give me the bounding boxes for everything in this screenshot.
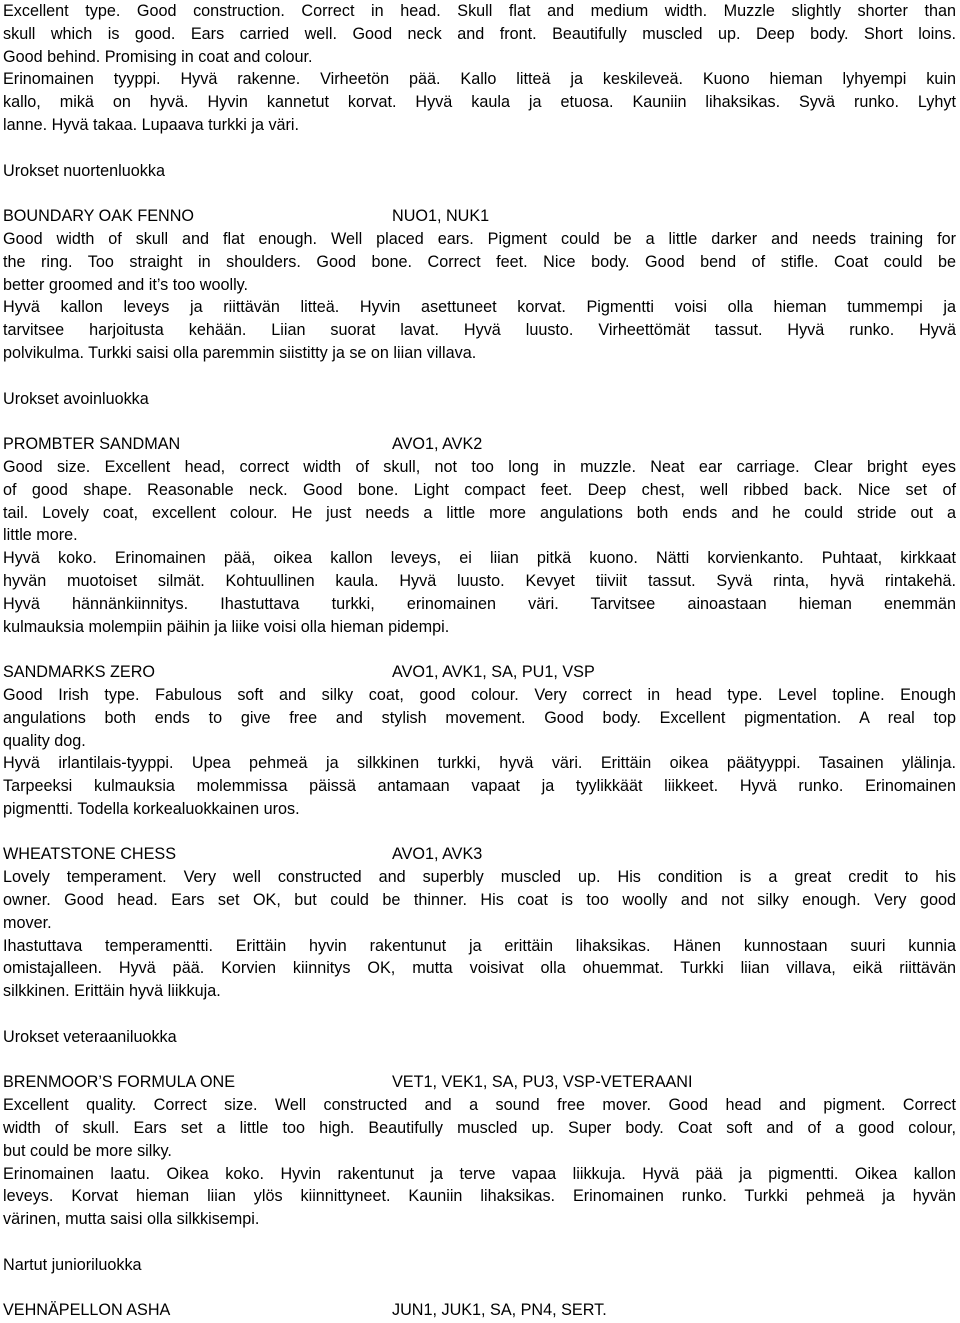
text-line: mover. xyxy=(3,913,52,932)
text-line: skull which is good. Ears carried well. Good neck and front. Beautifully muscled up. Deep body. Short loins. xyxy=(3,24,956,43)
text-line: the ring. Too straight in shoulders. Good bone. Correct feet. Nice body. Good bend of stifle. Coat could be xyxy=(3,252,956,271)
dog-name: BRENMOOR’S FORMULA ONE xyxy=(3,1073,236,1092)
blank-line xyxy=(3,821,960,844)
text-line: Good width of skull and flat enough. Well placed ears. Pigment could be a little darker and needs training for xyxy=(3,229,956,248)
blank-line xyxy=(3,137,960,160)
blank-line xyxy=(3,1049,960,1072)
text-line: Excellent type. Good construction. Correct in head. Skull flat and medium width. Muzzle slightly shorter than xyxy=(3,2,956,20)
text-line: owner. Good head. Ears set OK, but could be thinner. His coat is too woolly and not silky enough. Very good xyxy=(3,891,956,910)
dog-name: VEHNÄPELLON ASHA xyxy=(3,1301,171,1320)
dog-name: BOUNDARY OAK FENNO xyxy=(3,207,194,226)
text-line: Good Irish type. Fabulous soft and silky coat, good colour. Very correct in head type. Level topline. Enough xyxy=(3,685,956,704)
blank-line xyxy=(3,1003,960,1026)
dog-entry-header xyxy=(3,205,960,228)
blank-line xyxy=(3,365,960,388)
text-line: Good behind. Promising in coat and colour. xyxy=(3,47,313,66)
text-line: Ihastuttava temperamentti. Erittäin hyvin rakentunut ja erittäin lihaksikas. Hänen kunnostaan suuri kunnia xyxy=(3,936,956,955)
class-heading: Urokset nuortenluokka xyxy=(3,161,165,180)
text-line: polvikulma. Turkki saisi olla paremmin siistitty ja se on liian villava. xyxy=(3,343,477,362)
class-heading: Nartut junioriluokka xyxy=(3,1255,142,1274)
dog-entry-header xyxy=(3,1071,960,1094)
text-line: omistajalleen. Hyvä pää. Korvien kiinnitys OK, mutta voisivat olla ohuemmat. Turkki liian villava, eikä riittävän xyxy=(3,959,956,978)
dog-result: AVO1, AVK3 xyxy=(392,845,483,864)
class-heading: Urokset veteraaniluokka xyxy=(3,1027,177,1046)
text-line: tail. Lovely coat, excellent colour. He just needs a little more angulations both ends and he could stride out a xyxy=(3,503,956,522)
dog-result: VET1, VEK1, SA, PU3, VSP-VETERAANI xyxy=(392,1073,693,1092)
blank-line xyxy=(3,638,960,661)
text-line: Lovely temperament. Very well constructed and superbly muscled up. His condition is a great credit to his xyxy=(3,868,956,887)
text-line: of good shape. Reasonable neck. Good bone. Light compact feet. Deep chest, well ribbed back. Nice set of xyxy=(3,480,956,499)
dog-entry-header xyxy=(3,843,960,866)
text-line: kulmauksia molempiin päihin ja liike voisi olla hieman pidempi. xyxy=(3,617,450,636)
dog-entry-header xyxy=(3,433,960,456)
text-line: hyvän muotoiset silmät. Kohtuullinen kaula. Hyvä luusto. Kevyet tiiviit tassut. Syvä rinta, hyvä rintakehä. xyxy=(3,571,956,590)
text-line: pigmentti. Todella korkealuokkainen uros. xyxy=(3,799,300,818)
text-line: quality dog. xyxy=(3,731,86,750)
text-line: Erinomainen laatu. Oikea koko. Hyvin rakentunut ja terve vapaa liikkuja. Hyvä pää ja pigmentti. Oikea kallon xyxy=(3,1164,956,1183)
text-line: but could be more silky. xyxy=(3,1141,172,1160)
blank-line xyxy=(3,1277,960,1300)
dog-result: NUO1, NUK1 xyxy=(392,207,490,226)
text-line: Good size. Excellent head, correct width of skull, not too long in muzzle. Neat ear carriage. Clear bright eyes xyxy=(3,457,956,476)
text-line: width of skull. Ears set a little too high. Beautifully muscled up. Super body. Coat soft and of a good colour, xyxy=(3,1119,956,1138)
text-line: värinen, mutta saisi olla silkkisempi. xyxy=(3,1210,260,1229)
class-heading: Urokset avoinluokka xyxy=(3,389,149,408)
text-line: Hyvä koko. Erinomainen pää, oikea kallon leveys, ei liian pitkä kuono. Nätti korvienkanto. Puhtaat, kirkkaat xyxy=(3,549,956,568)
dog-entry-header xyxy=(3,1299,960,1322)
text-line: Hyvä kallon leveys ja riittävän litteä. Hyvin asettuneet korvat. Pigmentti voisi olla hieman tummempi ja xyxy=(3,298,956,317)
text-line: Erinomainen tyyppi. Hyvä rakenne. Virheetön pää. Kallo litteä ja keskileveä. Kuono hieman lyhyempi kuin xyxy=(3,70,956,89)
text-line: better groomed and it’s too woolly. xyxy=(3,275,249,294)
dog-name: WHEATSTONE CHESS xyxy=(3,845,176,864)
text-line: Hyvä irlantilais-tyyppi. Upea pehmeä ja silkkinen turkki, hyvä väri. Erittäin oikea päätyyppi. Tasainen ylälinja. xyxy=(3,754,956,773)
dog-name: SANDMARKS ZERO xyxy=(3,663,156,682)
text-line: little more. xyxy=(3,526,78,545)
text-line: kallo, mikä on hyvä. Hyvin kannetut korvat. Hyvä kaula ja etuosa. Kauniin lihaksikas. Syvä runko. Lyhyt xyxy=(3,93,956,112)
blank-line xyxy=(3,1231,960,1254)
text-line: tarvitsee harjoitusta kehään. Liian suorat lavat. Hyvä luusto. Virheettömät tassut. Hyvä runko. Hyvä xyxy=(3,321,956,340)
text-line: Excellent quality. Correct size. Well constructed and a sound free mover. Good head and pigment. Correct xyxy=(3,1096,956,1115)
text-line: lanne. Hyvä takaa. Lupaava turkki ja väri. xyxy=(3,115,300,134)
blank-line xyxy=(3,410,960,433)
text-line: Tarpeeksi kulmauksia molemmissa päissä antamaan vapaat ja tyylikkäät liikkeet. Hyvä runko. Erinomainen xyxy=(3,777,956,796)
dog-result: JUN1, JUK1, SA, PN4, SERT. xyxy=(392,1301,607,1320)
dog-result: AVO1, AVK1, SA, PU1, VSP xyxy=(392,663,595,682)
text-line: angulations both ends to give free and stylish movement. Good body. Excellent pigmentation. A real top xyxy=(3,708,956,727)
text-line: leveys. Korvat hieman liian ylös kiinnittyneet. Kauniin lihaksikas. Erinomainen runko. Turkki pehmeä ja hyvän xyxy=(3,1187,956,1206)
dog-result: AVO1, AVK2 xyxy=(392,435,483,454)
text-line: Hyvä hännänkiinnitys. Ihastuttava turkki, erinomainen väri. Tarvitsee ainoastaan hieman enemmän xyxy=(3,594,956,613)
text-line: silkkinen. Erittäin hyvä liikkuja. xyxy=(3,982,221,1001)
blank-line xyxy=(3,182,960,205)
dog-entry-header xyxy=(3,661,960,684)
dog-name: PROMBTER SANDMAN xyxy=(3,435,181,454)
